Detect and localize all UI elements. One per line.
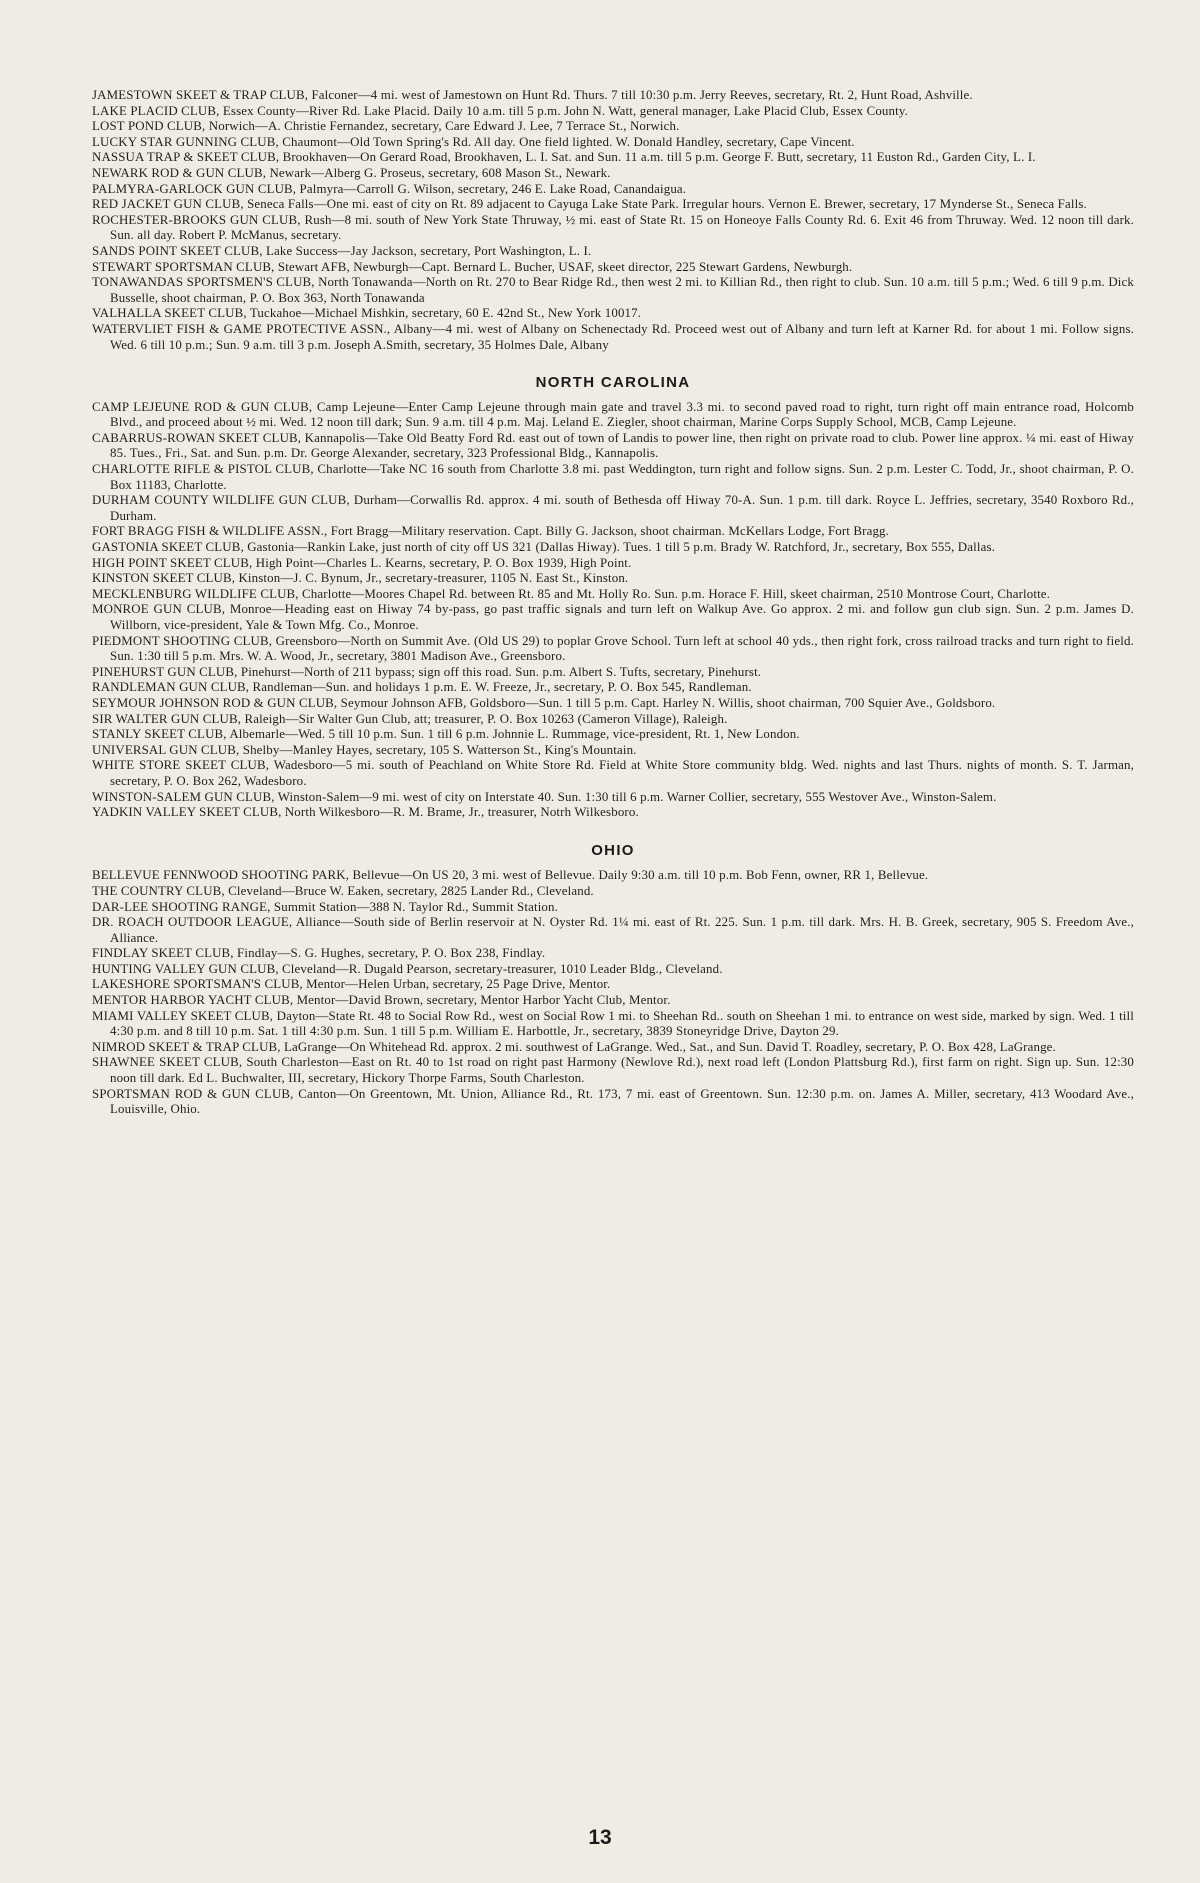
club-entry: JAMESTOWN SKEET & TRAP CLUB, Falconer—4 mi. west of Jamestown on Hunt Rd. Thurs. 7 till 10:30 p.m. Jerry Reeves, secretary, Rt. 2, Hunt Road, Ashville. <box>92 88 973 102</box>
club-entry: TONAWANDAS SPORTSMEN'S CLUB, North Tonawanda—North on Rt. 270 to Bear Ridge Rd., then west 2 mi. to Killian Rd., then right to club. Sun. 10 a.m. till 5 p.m.; Wed. 6 till 9 p.m. Dick Busselle, shoot chairman, P. O. Box 363, North Tonawanda <box>92 275 1134 305</box>
club-entry: FORT BRAGG FISH & WILDLIFE ASSN., Fort Bragg—Military reservation. Capt. Billy G. Jackson, shoot chairman. McKellars Lodge, Fort Bragg. <box>92 524 890 539</box>
club-entry: SIR WALTER GUN CLUB, Raleigh—Sir Walter Gun Club, att; treasurer, P. O. Box 10263 (Cameron Village), Raleigh. <box>92 711 728 726</box>
north-carolina-entries <box>92 400 1134 821</box>
club-entry: SEYMOUR JOHNSON ROD & GUN CLUB, Seymour Johnson AFB, Goldsboro—Sun. 1 till 5 p.m. Capt. Harley N. Willis, shoot chairman, 700 Squier Ave., Goldsboro. <box>92 695 996 710</box>
club-entry: WATERVLIET FISH & GAME PROTECTIVE ASSN., Albany—4 mi. west of Albany on Schenectady Rd. Proceed west out of Albany and turn left at Karner Rd. for about 1 mi. Follow signs. Wed. 6 till 10 p.m.; Sun. 9 a.m. till 3 p.m. Joseph A.Smith, secretary, 35 Holmes Dale, Albany <box>92 321 1134 352</box>
club-entry: NEWARK ROD & GUN CLUB, Newark—Alberg G. Proseus, secretary, 608 Mason St., Newark. <box>92 165 611 180</box>
section-heading-ohio: OHIO <box>591 841 635 859</box>
club-entry: SANDS POINT SKEET CLUB, Lake Success—Jay Jackson, secretary, Port Washington, L. I. <box>92 243 592 258</box>
club-entry: STANLY SKEET CLUB, Albemarle—Wed. 5 till 10 p.m. Sun. 1 till 6 p.m. Johnnie L. Rummage, vice-president, Rt. 1, New London. <box>92 727 800 742</box>
club-entry: YADKIN VALLEY SKEET CLUB, North Wilkesboro—R. M. Brame, Jr., treasurer, Notrh Wilkesboro. <box>92 805 639 820</box>
club-entry: HUNTING VALLEY GUN CLUB, Cleveland—R. Dugald Pearson, secretary-treasurer, 1010 Leader Bldg., Cleveland. <box>92 961 723 976</box>
ohio-entries <box>92 868 1134 1118</box>
club-entry: ROCHESTER-BROOKS GUN CLUB, Rush—8 mi. south of New York State Thruway, ½ mi. east of State Rt. 15 on Honeoye Falls County Rd. 6. Exit 46 from Thruway. Wed. 12 noon till dark. Sun. all day. Robert P. McManus, secretary. <box>92 212 1134 243</box>
club-entry: NIMROD SKEET & TRAP CLUB, LaGrange—On Whitehead Rd. approx. 2 mi. southwest of LaGrange. Wed., Sat., and Sun. David T. Roadley, secretary, P. O. Box 428, LaGrange. <box>92 1039 1056 1054</box>
club-entry: HIGH POINT SKEET CLUB, High Point—Charles L. Kearns, secretary, P. O. Box 1939, High Point. <box>92 555 632 570</box>
club-entry: RED JACKET GUN CLUB, Seneca Falls—One mi. east of city on Rt. 89 adjacent to Cayuga Lake State Park. Irregular hours. Vernon E. Brewer, secretary, 17 Mynderse St., Seneca Falls. <box>92 197 1087 212</box>
club-entry: GASTONIA SKEET CLUB, Gastonia—Rankin Lake, just north of city off US 321 (Dallas Hiway). Tues. 1 till 5 p.m. Brady W. Ratchford, Jr., secretary, Box 555, Dallas. <box>92 540 996 555</box>
club-entry: KINSTON SKEET CLUB, Kinston—J. C. Bynum, Jr., secretary-treasurer, 1105 N. East St., Kinston. <box>92 571 629 586</box>
club-entry: DURHAM COUNTY WILDLIFE GUN CLUB, Durham—Corwallis Rd. approx. 4 mi. south of Bethesda off Hiway 70-A. Sun. 1 p.m. till dark. Royce L. Jeffries, secretary, 3540 Roxboro Rd., Durham. <box>92 493 1134 523</box>
club-entry: STEWART SPORTSMAN CLUB, Stewart AFB, Newburgh—Capt. Bernard L. Bucher, USAF, skeet director, 225 Stewart Gardens, Newburgh. <box>92 259 853 274</box>
new-york-entries <box>92 88 1134 353</box>
club-entry: DR. ROACH OUTDOOR LEAGUE, Alliance—South side of Berlin reservoir at N. Oyster Rd. 1¼ mi. east of Rt. 225. Sun. 1 p.m. till dark. Mrs. H. B. Greek, secretary, 905 S. Freedom Ave., Alliance. <box>92 915 1134 945</box>
club-entry: PALMYRA-GARLOCK GUN CLUB, Palmyra—Carroll G. Wilson, secretary, 246 E. Lake Road, Canandaigua. <box>92 181 687 196</box>
page-number: 13 <box>588 1826 612 1849</box>
club-entry: VALHALLA SKEET CLUB, Tuckahoe—Michael Mishkin, secretary, 60 E. 42nd St., New York 10017. <box>92 306 642 321</box>
club-entry: MIAMI VALLEY SKEET CLUB, Dayton—State Rt. 48 to Social Row Rd., west on Social Row 1 mi. to Sheehan Rd.. south on Sheehan 1 mi. to entrance on west side, marked by sign. Wed. 1 till 4:30 p.m. and 8 till 10 p.m. Sat. 1 till 4:30 p.m. Sun. 1 till 5 p.m. William E. Harbottle, Jr., secretary, 3839 Stoneyridge Drive, Dayton 29. <box>92 1008 1134 1039</box>
club-entry: MONROE GUN CLUB, Monroe—Heading east on Hiway 74 by-pass, go past traffic signals and turn left on Walkup Ave. Go approx. 2 mi. and follow gun club sign. Sun. 2 p.m. James D. Willborn, vice-president, Yale & Town Mfg. Co., Monroe. <box>92 602 1134 632</box>
club-entry: THE COUNTRY CLUB, Cleveland—Bruce W. Eaken, secretary, 2825 Lander Rd., Cleveland. <box>92 883 594 898</box>
club-entry: FINDLAY SKEET CLUB, Findlay—S. G. Hughes, secretary, P. O. Box 238, Findlay. <box>92 946 546 961</box>
club-entry: LAKE PLACID CLUB, Essex County—River Rd. Lake Placid. Daily 10 a.m. till 5 p.m. John N. Watt, general manager, Lake Placid Club, Essex County. <box>92 103 908 118</box>
club-entry: NASSUA TRAP & SKEET CLUB, Brookhaven—On Gerard Road, Brookhaven, L. I. Sat. and Sun. 11 a.m. till 5 p.m. George F. Butt, secretary, 11 Euston Rd., Garden City, L. I. <box>92 150 1036 165</box>
club-entry: PINEHURST GUN CLUB, Pinehurst—North of 211 bypass; sign off this road. Sun. p.m. Albert S. Tufts, secretary, Pinehurst. <box>92 664 762 679</box>
directory-page <box>92 88 1134 1118</box>
club-entry: WHITE STORE SKEET CLUB, Wadesboro—5 mi. south of Peachland on White Store Rd. Field at White Store community bldg. Wed. nights and last Thurs. nights of month. S. T. Jarman, secretary, P. O. Box 262, Wadesboro. <box>92 758 1134 788</box>
club-entry: LUCKY STAR GUNNING CLUB, Chaumont—Old Town Spring's Rd. All day. One field lighted. W. Donald Handley, secretary, Cape Vincent. <box>92 134 855 149</box>
club-entry: UNIVERSAL GUN CLUB, Shelby—Manley Hayes, secretary, 105 S. Watterson St., King's Mountain. <box>92 742 637 757</box>
club-entry: SPORTSMAN ROD & GUN CLUB, Canton—On Greentown, Mt. Union, Alliance Rd., Rt. 173, 7 mi. east of Greentown. Sun. 12:30 p.m. on. James A. Miller, secretary, 413 Woodard Ave., Louisville, Ohio. <box>92 1086 1134 1117</box>
club-entry: BELLEVUE FENNWOOD SHOOTING PARK, Bellevue—On US 20, 3 mi. west of Bellevue. Daily 9:30 a.m. till 10 p.m. Bob Fenn, owner, RR 1, Bellevue. <box>92 868 929 883</box>
club-entry: DAR-LEE SHOOTING RANGE, Summit Station—388 N. Taylor Rd., Summit Station. <box>92 899 558 914</box>
club-entry: MENTOR HARBOR YACHT CLUB, Mentor—David Brown, secretary, Mentor Harbor Yacht Club, Mentor. <box>92 993 671 1008</box>
club-entry: LOST POND CLUB, Norwich—A. Christie Fernandez, secretary, Care Edward J. Lee, 7 Terrace St., Norwich. <box>92 119 680 134</box>
club-entry: SHAWNEE SKEET CLUB, South Charleston—East on Rt. 40 to 1st road on right past Harmony (Newlove Rd.), next road left (London Plattsburg Rd.), first farm on right. Sign up. Sun. 12:30 noon till dark. Ed L. Buchwalter, III, secretary, Hickory Thorpe Farms, South Charleston. <box>92 1055 1134 1086</box>
club-entry: CABARRUS-ROWAN SKEET CLUB, Kannapolis—Take Old Beatty Ford Rd. east out of town of Landis to power line, then right on private road to club. Power line approx. ¼ mi. east of Hiway 85. Tues., Fri., Sat. and Sun. p.m. Dr. George Alexander, secretary, 323 Professional Bldg., Kannapolis. <box>92 430 1134 461</box>
club-entry: PIEDMONT SHOOTING CLUB, Greensboro—North on Summit Ave. (Old US 29) to poplar Grove School. Turn left at school 40 yds., then right fork, cross railroad tracks and turn right to field. Sun. 1:30 till 5 p.m. Mrs. W. A. Wood, Jr., secretary, 3801 Madison Ave., Greensboro. <box>92 633 1134 664</box>
club-entry: MECKLENBURG WILDLIFE CLUB, Charlotte—Moores Chapel Rd. between Rt. 85 and Mt. Holly Ro. Sun. p.m. Horace F. Hill, skeet chairman, 2510 Montrose Court, Charlotte. <box>92 586 1051 601</box>
section-heading-north-carolina: NORTH CAROLINA <box>535 374 691 392</box>
club-entry: CAMP LEJEUNE ROD & GUN CLUB, Camp Lejeune—Enter Camp Lejeune through main gate and travel 3.3 mi. to second paved road to right, turn right off main entrance road, Holcomb Blvd., and proceed about ½ mi. Wed. 12 noon till dark; Sun. 9 a.m. till 4 p.m. Maj. Leland E. Ziegler, shoot chairman, Marine Corps Supply School, MCB, Camp Lejeune. <box>92 399 1134 430</box>
club-entry: RANDLEMAN GUN CLUB, Randleman—Sun. and holidays 1 p.m. E. W. Freeze, Jr., secretary, P. O. Box 545, Randleman. <box>92 680 752 695</box>
club-entry: CHARLOTTE RIFLE & PISTOL CLUB, Charlotte—Take NC 16 south from Charlotte 3.8 mi. past Weddington, turn right and follow signs. Sun. 2 p.m. Lester C. Todd, Jr., shoot chairman, P. O. Box 11183, Charlotte. <box>92 462 1134 492</box>
club-entry: WINSTON-SALEM GUN CLUB, Winston-Salem—9 mi. west of city on Interstate 40. Sun. 1:30 till 6 p.m. Warner Collier, secretary, 555 Westover Ave., Winston-Salem. <box>92 789 997 804</box>
club-entry: LAKESHORE SPORTSMAN'S CLUB, Mentor—Helen Urban, secretary, 25 Page Drive, Mentor. <box>92 977 611 992</box>
